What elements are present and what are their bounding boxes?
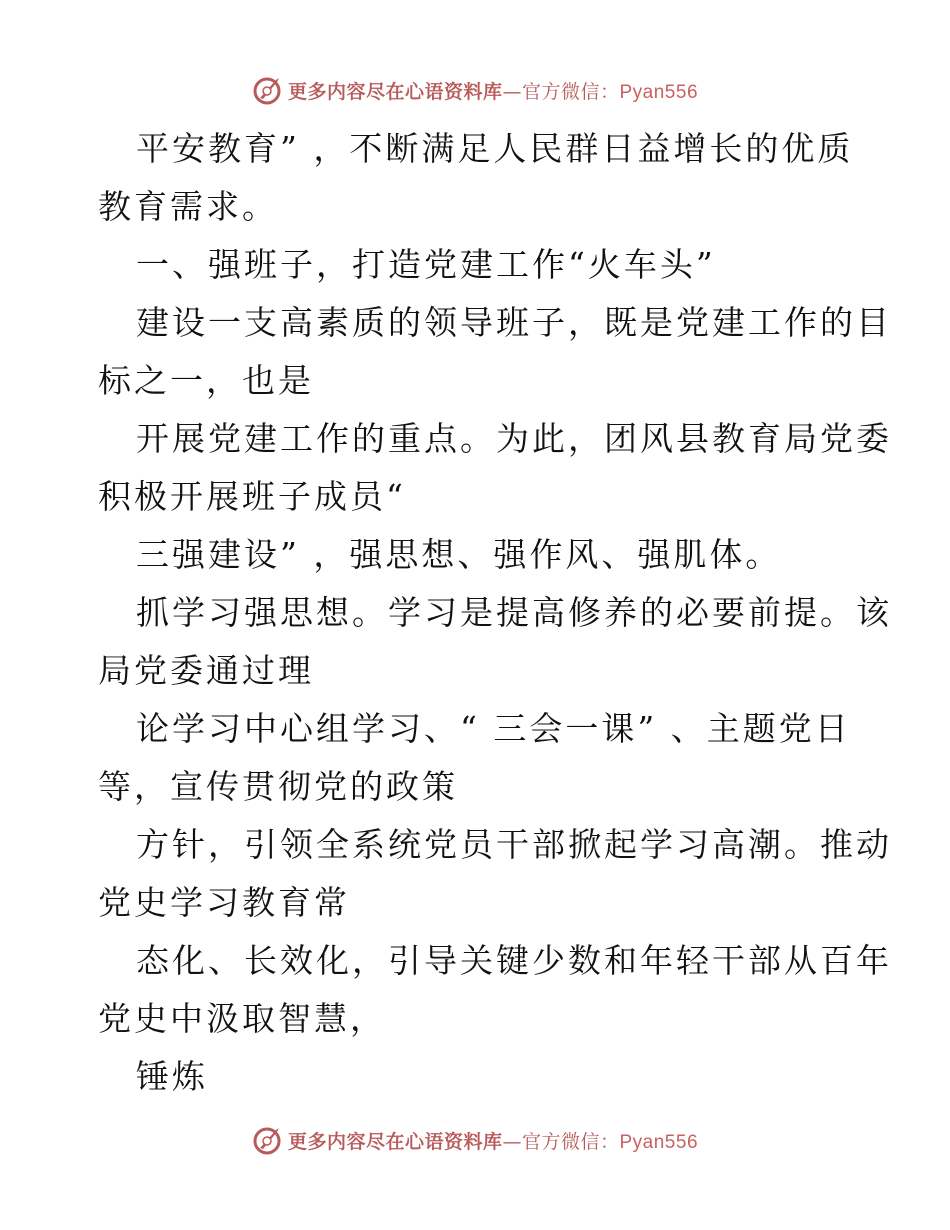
banner-wechat-label: 官方微信： [521, 80, 620, 103]
text-line: 局党委通过理 [98, 651, 314, 690]
header-banner [0, 70, 950, 110]
text-line: 态化、长效化，引导关键少数和年轻干部从百年 [136, 941, 892, 980]
banner-text [288, 77, 698, 104]
banner-text [288, 1127, 698, 1154]
text-line: 等，宣传贯彻党的政策 [98, 767, 458, 806]
text-line: 一、强班子，打造党建工作“火车头” [136, 245, 716, 284]
text-line: 三强建设” ，强思想、强作风、强肌体。 [136, 535, 782, 574]
footer-banner [0, 1120, 950, 1160]
banner-wechat-id: Pyan556 [619, 1131, 699, 1153]
text-line: 标之一，也是 [98, 361, 314, 400]
banner-wechat-id: Pyan556 [619, 81, 699, 103]
text-line: 积极开展班子成员“ [98, 477, 406, 516]
text-line: 平安教育” ，不断满足人民群日益增长的优质 [136, 129, 854, 168]
document-body [98, 120, 892, 1106]
quill-circle-icon [252, 74, 284, 106]
text-line: 抓学习强思想。学习是提高修养的必要前提。该 [136, 593, 892, 632]
text-line: 锤炼 [136, 1057, 208, 1096]
banner-wechat-label: 官方微信： [521, 1130, 620, 1153]
text-line: 教育需求。 [98, 187, 278, 226]
text-line: 党史中汲取智慧， [98, 999, 386, 1038]
text-line: 党史学习教育常 [98, 883, 350, 922]
text-line: 开展党建工作的重点。为此，团风县教育局党委 [136, 419, 892, 458]
text-line: 论学习中心组学习、“ 三会一课” 、主题党日 [136, 709, 851, 748]
banner-separator: — [502, 80, 522, 103]
text-line: 建设一支高素质的领导班子，既是党建工作的目 [136, 303, 892, 342]
banner-main-text: 更多内容尽在心语资料库 [287, 1130, 503, 1153]
text-line: 方针，引领全系统党员干部掀起学习高潮。推动 [136, 825, 892, 864]
banner-separator: — [502, 1130, 522, 1153]
banner-main-text: 更多内容尽在心语资料库 [287, 80, 503, 103]
quill-circle-icon [252, 1124, 284, 1156]
